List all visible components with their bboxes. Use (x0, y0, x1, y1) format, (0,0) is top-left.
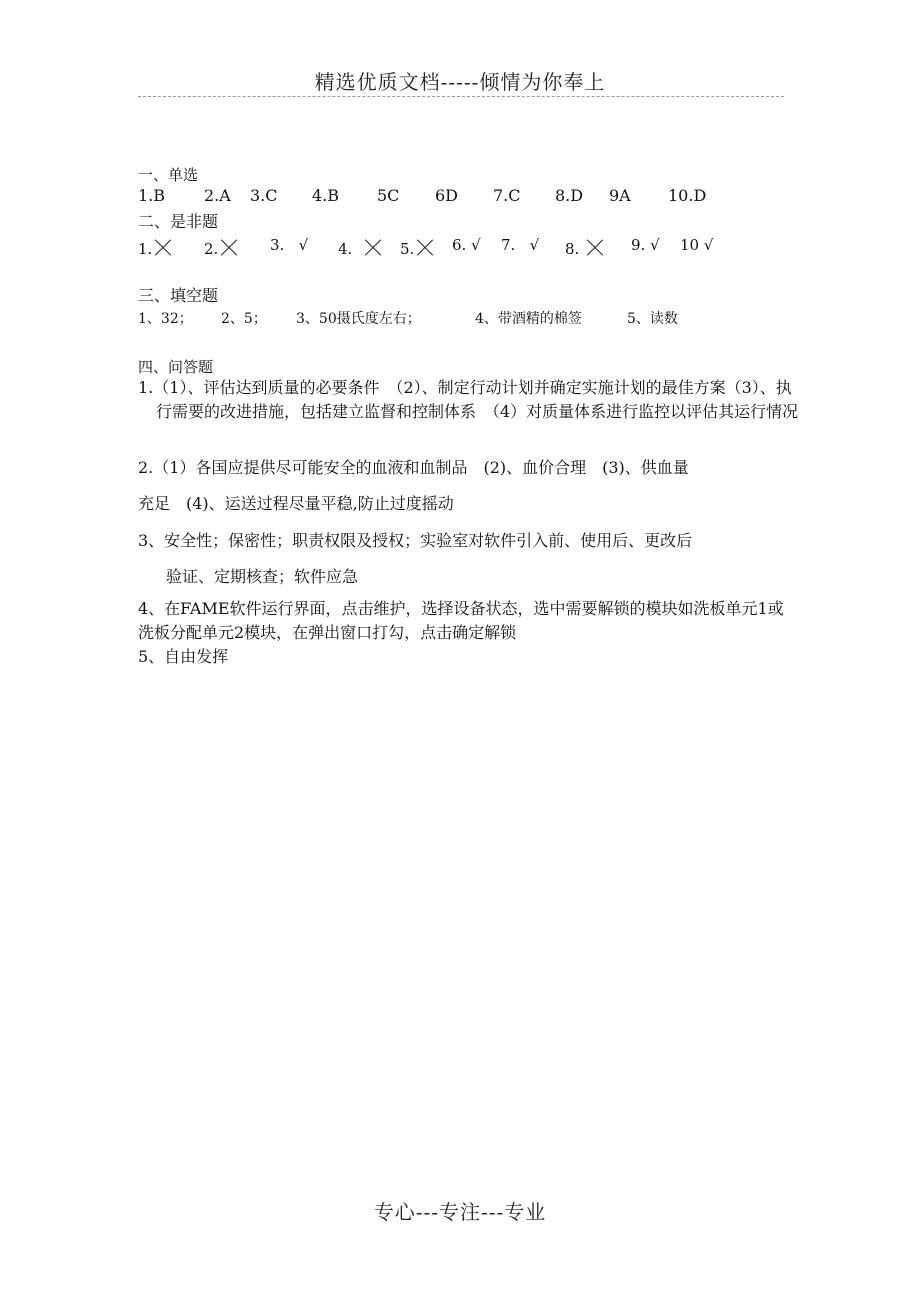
check-icon: √ (471, 236, 481, 254)
tf-num-5: 5. (400, 240, 415, 258)
check-icon: √ (650, 236, 660, 254)
cross-icon (154, 239, 172, 257)
section-fill-blank-title: 三、填空题 (138, 286, 219, 305)
answer-3: 3.C (250, 186, 278, 205)
qa-answer-3-line1: 3、安全性；保密性；职责权限及授权；实验室对软件引入前、使用后、更改后 (138, 531, 693, 550)
answer-9: 9A (609, 186, 631, 205)
answer-5: 5C (377, 186, 400, 205)
tf-num-1: 1. (138, 240, 153, 258)
section-single-choice-title: 一、单选 (138, 166, 199, 184)
page-footer: 专心---专注---专业 (373, 1200, 547, 1224)
header-divider (138, 96, 784, 97)
fill-answer-1: 1、32； (138, 311, 193, 327)
tf-num-10: 10 (680, 236, 700, 254)
fill-answer-2: 2、5； (221, 311, 267, 327)
tf-num-9: 9. (631, 236, 646, 254)
qa-answer-2-line2: 充足 (4)、运送过程尽量平稳,防止过度摇动 (138, 494, 454, 513)
section-true-false-title: 二、是非题 (138, 212, 219, 231)
tf-num-6: 6. (452, 236, 467, 254)
answer-7: 7.C (493, 186, 521, 205)
check-icon: √ (529, 236, 540, 254)
tf-num-7: 7. (501, 236, 516, 254)
answer-10: 10.D (668, 186, 707, 205)
answer-2: 2.A (204, 186, 231, 205)
page-header: 精选优质文档-----倾情为你奉上 (314, 70, 606, 94)
answer-8: 8.D (555, 186, 584, 205)
fill-answer-4: 4、带酒精的棉签 (475, 311, 582, 327)
check-icon: √ (703, 236, 714, 254)
tf-num-4: 4. (338, 240, 353, 258)
cross-icon (364, 239, 382, 257)
qa-answer-5: 5、自由发挥 (138, 647, 229, 666)
fill-answer-5: 5、读数 (627, 311, 678, 327)
cross-icon (416, 239, 434, 257)
answer-4: 4.B (312, 186, 340, 205)
section-qa-title: 四、问答题 (138, 358, 214, 376)
qa-answer-4: 4、在FAME软件运行界面，点击维护，选择设备状态，选中需要解锁的模块如洗板单元1或洗板分配单元2模块，在弹出窗口打勾，点击确定解锁 (138, 599, 784, 642)
qa-answer-3-line2: 验证、定期核查；软件应急 (166, 567, 359, 586)
cross-icon (220, 239, 238, 257)
answer-1: 1.B (138, 186, 166, 205)
fill-answer-3: 3、50摄氏度左右； (296, 311, 421, 327)
tf-num-3: 3. (270, 236, 285, 254)
answer-6: 6D (435, 186, 459, 205)
cross-icon (586, 239, 604, 257)
qa-answer-1: 1.（1）、评估达到质量的必要条件 （2）、制定行动计划并确定实施计划的最佳方案（3）、执行需要的改进措施，包括建立监督和控制体系 （4）对质量体系进行监控以评估其运行情况 (138, 378, 799, 421)
qa-answer-2-line1: 2.（1）各国应提供尽可能安全的血液和血制品 (2)、血价合理 (3)、供血量 (138, 458, 689, 477)
check-icon: √ (298, 236, 309, 254)
tf-num-8: 8. (565, 240, 580, 258)
tf-num-2: 2. (204, 240, 219, 258)
